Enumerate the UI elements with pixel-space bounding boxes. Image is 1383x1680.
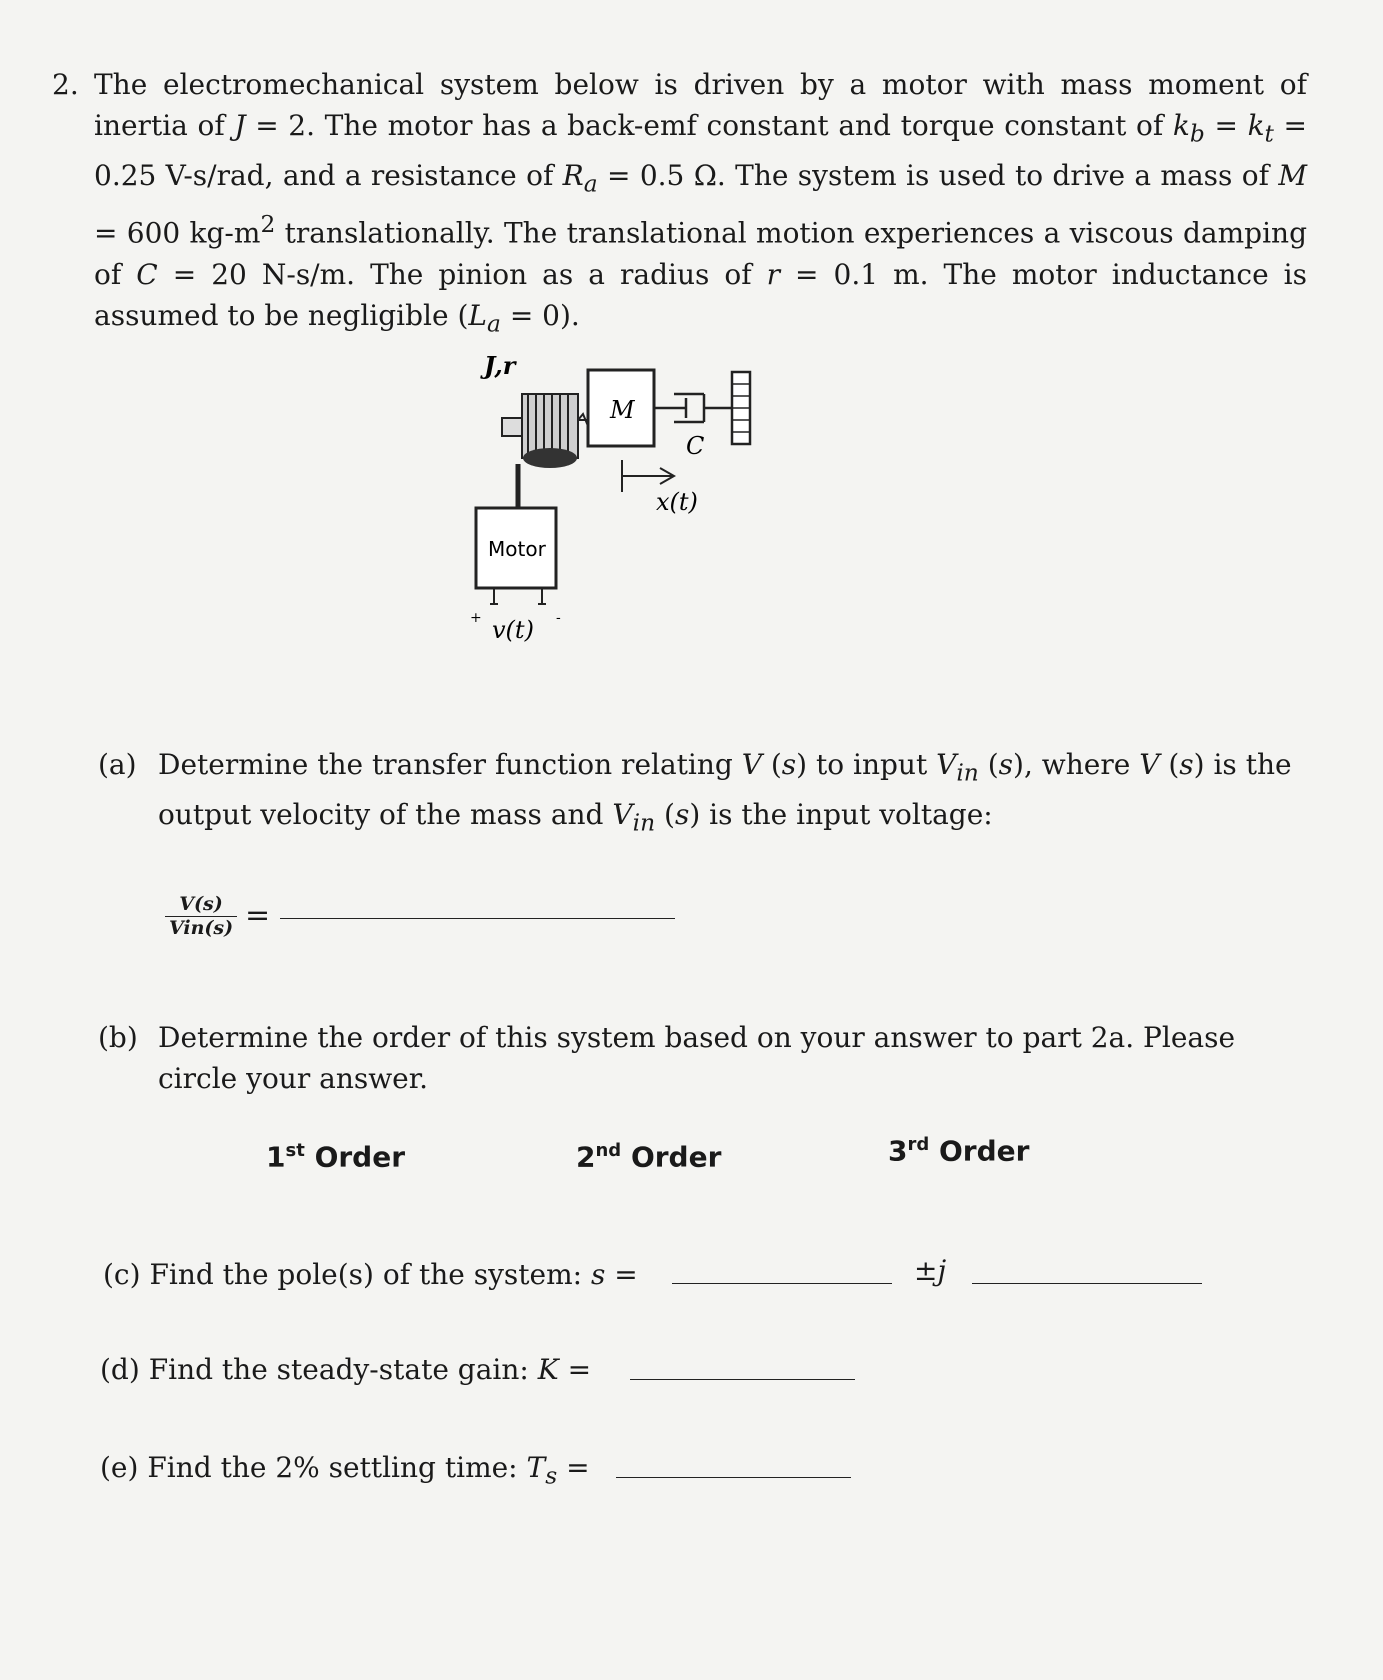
part-d-label: (d) bbox=[100, 1353, 140, 1386]
settling-answer-line[interactable] bbox=[616, 1477, 851, 1478]
fraction-denominator: Vin(s) bbox=[168, 917, 234, 939]
part-c-var: s = bbox=[591, 1258, 638, 1291]
part-e bbox=[100, 1447, 590, 1497]
wall bbox=[732, 372, 750, 444]
damper-label: C bbox=[686, 432, 705, 460]
problem-number: 2. bbox=[52, 68, 79, 101]
part-d-var: K = bbox=[537, 1353, 592, 1386]
part-b-label: (b) bbox=[98, 1021, 138, 1054]
option-3rd-order[interactable]: 3rd Order bbox=[888, 1134, 1030, 1168]
fraction-numerator: V(s) bbox=[165, 893, 237, 917]
transfer-function-fraction bbox=[165, 893, 237, 939]
part-c-text: Find the pole(s) of the system: bbox=[149, 1258, 583, 1291]
pinion-gear bbox=[522, 394, 578, 468]
problem-text: The electromechanical system below is driven by a motor with mass moment of inertia of J = 2. The motor has a back-emf constant and torque constant of $k_b = k_t = 0.25$ V-s/rad, and a resistance of $R_a = 0.5$ Ω. The system is used to drive a mass of M = 600 $kg-m^2$ translationally. The translational motion experiences a viscous damping of C = 20 N-s/m. The pinion as a radius of r = 0.1 m. The motor inductance is assumed to be negligible $(L_a = 0)$. bbox=[94, 68, 1308, 338]
motor-label: Motor bbox=[488, 537, 546, 561]
displacement-label: x(t) bbox=[656, 488, 698, 516]
part-d bbox=[100, 1349, 591, 1390]
damper bbox=[654, 394, 732, 422]
part-e-text: Find the 2% settling time: bbox=[147, 1451, 518, 1484]
problem-statement bbox=[52, 64, 1307, 344]
voltage-minus: - bbox=[556, 610, 561, 626]
electromechanical-diagram bbox=[460, 350, 880, 690]
part-a bbox=[98, 744, 1313, 843]
voltage-plus: + bbox=[470, 610, 482, 626]
option-2nd-order[interactable]: 2nd Order bbox=[576, 1140, 722, 1174]
part-c-pm: ±j bbox=[914, 1254, 947, 1287]
part-c bbox=[103, 1254, 638, 1295]
pole-imag-line[interactable] bbox=[972, 1283, 1202, 1284]
part-d-text: Find the steady-state gain: bbox=[148, 1353, 529, 1386]
part-a-equals: = bbox=[245, 898, 271, 933]
part-e-eq: = bbox=[566, 1451, 590, 1484]
part-b-text: Determine the order of this system based on your answer to part 2a. Please circle your answer. bbox=[158, 1021, 1236, 1095]
part-e-label: (e) bbox=[100, 1451, 139, 1484]
pole-real-line[interactable] bbox=[672, 1283, 892, 1284]
gain-answer-line[interactable] bbox=[630, 1379, 855, 1380]
option-1st-order[interactable]: 1st Order bbox=[266, 1140, 406, 1174]
mass-label: M bbox=[610, 396, 635, 424]
gear-label: J,r bbox=[484, 351, 516, 380]
part-c-label: (c) bbox=[103, 1258, 141, 1291]
part-a-label: (a) bbox=[98, 748, 137, 781]
part-a-answer-line[interactable] bbox=[280, 918, 675, 919]
part-b bbox=[98, 1017, 1313, 1099]
voltage-label: v(t) bbox=[492, 616, 534, 644]
part-a-text: Determine the transfer function relating V (s) to input $V_{in}$ (s), where V (s) is the output velocity of the mass and $V_{in}$ (s) is the input voltage: bbox=[158, 748, 1292, 837]
part-e-var: $T_s$ bbox=[526, 1451, 558, 1490]
